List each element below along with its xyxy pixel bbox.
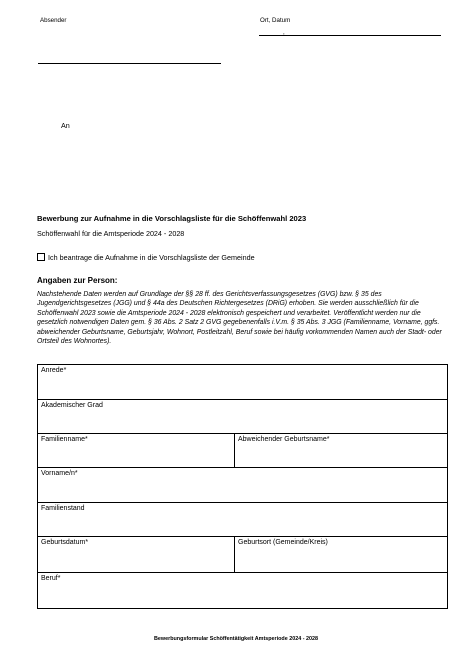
field-beruf[interactable] xyxy=(38,573,448,609)
field-vornamen[interactable] xyxy=(38,468,448,503)
sender-line[interactable] xyxy=(38,63,221,64)
field-geburtsdatum-label: Geburtsdatum* xyxy=(41,539,89,546)
field-geburtsort-label: Geburtsort (Gemeinde/Kreis) xyxy=(238,539,328,546)
recipient-label: An xyxy=(61,121,70,130)
field-beruf-label: Beruf* xyxy=(41,575,61,582)
field-akademischer-grad[interactable] xyxy=(38,400,448,434)
place-date-mark: , xyxy=(283,29,285,36)
section-heading: Angaben zur Person: xyxy=(37,276,118,285)
form-subtitle: Schöffenwahl für die Amtsperiode 2024 - 2028 xyxy=(37,229,185,238)
field-familienname-label: Familienname* xyxy=(41,436,88,443)
application-checkbox[interactable] xyxy=(37,253,45,261)
place-date-label: Ort, Datum xyxy=(260,17,291,24)
field-familienstand-label: Familienstand xyxy=(41,505,85,512)
field-abweichender-geburtsname[interactable] xyxy=(235,434,448,468)
application-checkbox-label: Ich beantrage die Aufnahme in die Vorschlagsliste der Gemeinde xyxy=(48,253,255,262)
field-familienstand[interactable] xyxy=(38,503,448,537)
field-geburtsort[interactable] xyxy=(235,537,448,573)
field-abweichender-geburtsname-label: Abweichender Geburtsname* xyxy=(238,436,330,443)
field-geburtsdatum[interactable] xyxy=(38,537,235,573)
personal-data-table xyxy=(37,364,448,609)
field-anrede[interactable] xyxy=(38,365,448,400)
field-vornamen-label: Vorname/n* xyxy=(41,470,78,477)
place-date-line[interactable] xyxy=(259,35,441,36)
privacy-note: Nachstehende Daten werden auf Grundlage der §§ 28 ff. des Gerichtsverfassungsgesetzes (GVG) bzw. § 35 des Jugendgerichtsgesetzes (JGG) und § 44a des Deutschen Richtergesetzes (DRiG) erhoben. Sie werden ausschließlich für die Schöffenwahl 2023 sowie die Amtsperiode 2024 - 2028 elektronisch gespeichert und verarbeitet. Veröffentlicht werden nur die gesetzlich notwendigen Daten gem. § 36 Abs. 2 Satz 2 GVG gegebenenfalls i.V.m. § 35 Abs. 3 JGG (Familienname, Vorname, ggfs. abweichender Geburtsname, Geburtsjahr, Wohnort, Postleitzahl, Beruf sowie bei häufig vorkommenden Namen auch der Stadt- oder Ortsteil des Wohnortes). xyxy=(37,291,442,346)
sender-label: Absender xyxy=(40,17,67,24)
form-title: Bewerbung zur Aufnahme in die Vorschlagsliste für die Schöffenwahl 2023 xyxy=(37,214,307,223)
field-akademischer-grad-label: Akademischer Grad xyxy=(41,402,103,409)
field-anrede-label: Anrede* xyxy=(41,367,67,374)
footer-text: Bewerbungsformular Schöffentätigkeit Amtsperiode 2024 - 2028 xyxy=(154,636,318,642)
field-familienname[interactable] xyxy=(38,434,235,468)
